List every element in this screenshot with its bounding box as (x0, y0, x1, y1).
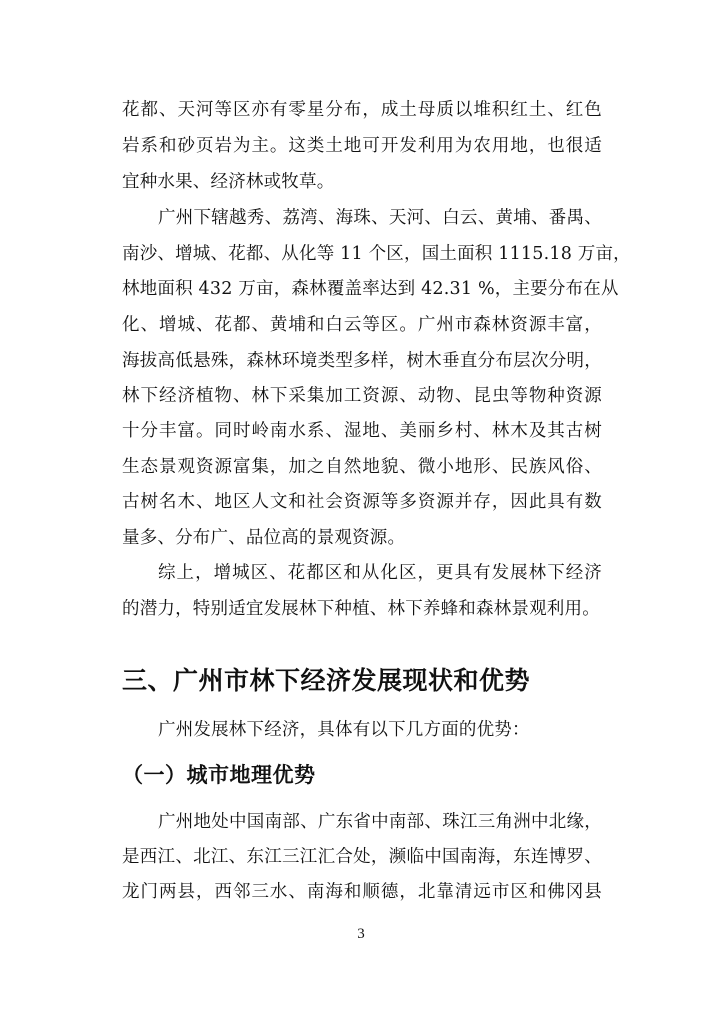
paragraph-line: 宜种水果、经济林或牧草。 (122, 172, 335, 192)
paragraph-line: 综上，增城区、花都区和从化区，更具有发展林下经济 (158, 563, 602, 583)
paragraph-line: 十分丰富。同时岭南水系、湿地、美丽乡村、林木及其古树 (122, 421, 602, 441)
paragraph-line: 广州下辖越秀、荔湾、海珠、天河、白云、黄埔、番禺、 (158, 208, 602, 228)
paragraph-line: 的潜力，特别适宜发展林下种植、林下养蜂和森林景观利用。 (122, 599, 600, 619)
paragraph-line: 岩系和砂页岩为主。这类土地可开发利用为农用地，也很适 (122, 136, 602, 156)
paragraph-line: 广州发展林下经济，具体有以下几方面的优势： (158, 720, 530, 740)
paragraph-line: 量多、分布广、品位高的景观资源。 (122, 528, 406, 548)
paragraph-line: 南沙、增城、花都、从化等 11 个区，国土面积 1115.18 万亩， (122, 244, 631, 264)
paragraph-line: 林下经济植物、林下采集加工资源、动物、昆虫等物种资源 (122, 386, 602, 406)
paragraph-line: 龙门两县，西邻三水、南海和顺德，北靠清远市区和佛冈县 (122, 882, 602, 902)
paragraph-line: 林地面积 432 万亩，森林覆盖率达到 42.31 %，主要分布在从 (122, 279, 619, 299)
subsection-heading: （一）城市地理优势 (122, 763, 316, 787)
paragraph-line: 花都、天河等区亦有零星分布，成土母质以堆积红土、红色 (122, 100, 602, 120)
paragraph-line: 海拔高低悬殊，森林环境类型多样，树木垂直分布层次分明， (122, 351, 602, 371)
paragraph-line: 广州地处中国南部、广东省中南部、珠江三角洲中北缘， (158, 812, 602, 832)
section-heading: 三、广州市林下经济发展现状和优势 (122, 666, 531, 695)
paragraph-line: 是西江、北江、东江三江汇合处，濒临中国南海，东连博罗、 (122, 847, 602, 867)
paragraph-line: 化、增城、花都、黄埔和白云等区。广州市森林资源丰富， (122, 315, 602, 335)
page-number: 3 (357, 926, 365, 942)
paragraph-line: 古树名木、地区人文和社会资源等多资源并存，因此具有数 (122, 492, 602, 512)
paragraph-line: 生态景观资源富集，加之自然地貌、微小地形、民族风俗、 (122, 457, 602, 477)
